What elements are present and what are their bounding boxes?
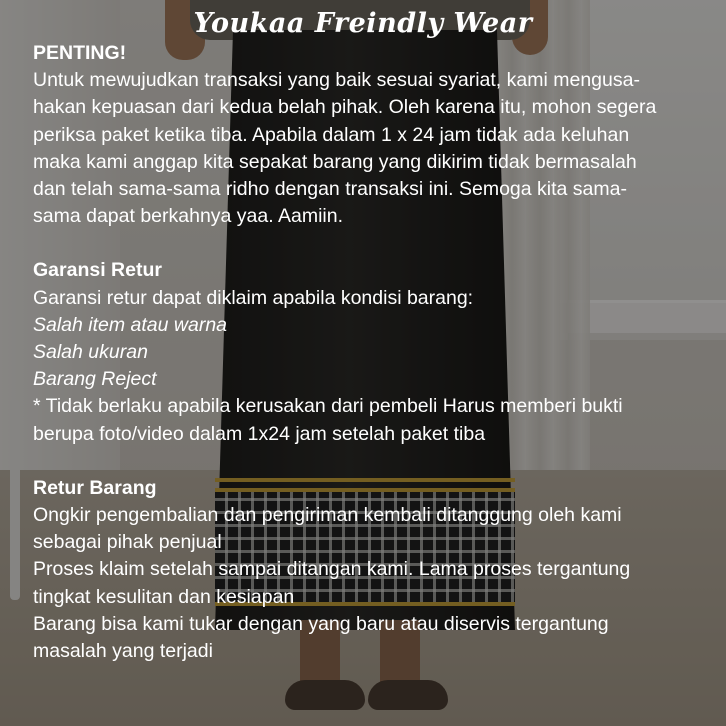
- retur-line: tingkat kesulitan dan kesiapan: [33, 585, 295, 608]
- penting-line: dan telah sama-sama ridho dengan transaksi ini. Semoga kita sama-: [33, 178, 627, 201]
- retur-line: Proses klaim setelah sampai ditangan kami. Lama proses tergantung: [33, 558, 631, 581]
- policy-text: [33, 40, 713, 665]
- garansi-item: Salah item atau warna: [33, 313, 228, 336]
- garansi-item: Barang Reject: [33, 368, 157, 391]
- brand-title: Youkaa Freindly Wear: [193, 8, 533, 39]
- spacer: [33, 230, 713, 257]
- penting-line: hakan kepuasan dari kedua belah pihak. Oleh karena itu, mohon segera: [33, 96, 657, 119]
- penting-line: maka kami anggap kita sepakat barang yang dikirim tidak bermasalah: [33, 150, 637, 173]
- garansi-note: berupa foto/video dalam 1x24 jam setelah paket tiba: [33, 422, 486, 445]
- spacer: [33, 448, 713, 475]
- penting-line: sama dapat berkahnya yaa. Aamiin.: [33, 205, 344, 228]
- garansi-intro: Garansi retur dapat diklaim apabila kondisi barang:: [33, 286, 474, 309]
- retur-line: masalah yang terjadi: [33, 640, 213, 663]
- garansi-heading: Garansi Retur: [33, 259, 162, 282]
- penting-line: Untuk mewujudkan transaksi yang baik sesuai syariat, kami mengusa-: [33, 69, 640, 92]
- penting-heading: PENTING!: [33, 42, 127, 64]
- retur-heading: Retur Barang: [33, 476, 157, 499]
- penting-line: periksa paket ketika tiba. Apabila dalam 1 x 24 jam tidak ada keluhan: [33, 123, 630, 146]
- retur-line: Barang bisa kami tukar dengan yang baru atau diservis tergantung: [33, 612, 609, 635]
- retur-line: Ongkir pengembalian dan pengiriman kembali ditanggung oleh kami: [33, 504, 622, 527]
- retur-line: sebagai pihak penjual: [33, 531, 222, 554]
- garansi-item: Salah ukuran: [33, 341, 148, 364]
- garansi-note: * Tidak berlaku apabila kerusakan dari pembeli Harus memberi bukti: [33, 395, 623, 418]
